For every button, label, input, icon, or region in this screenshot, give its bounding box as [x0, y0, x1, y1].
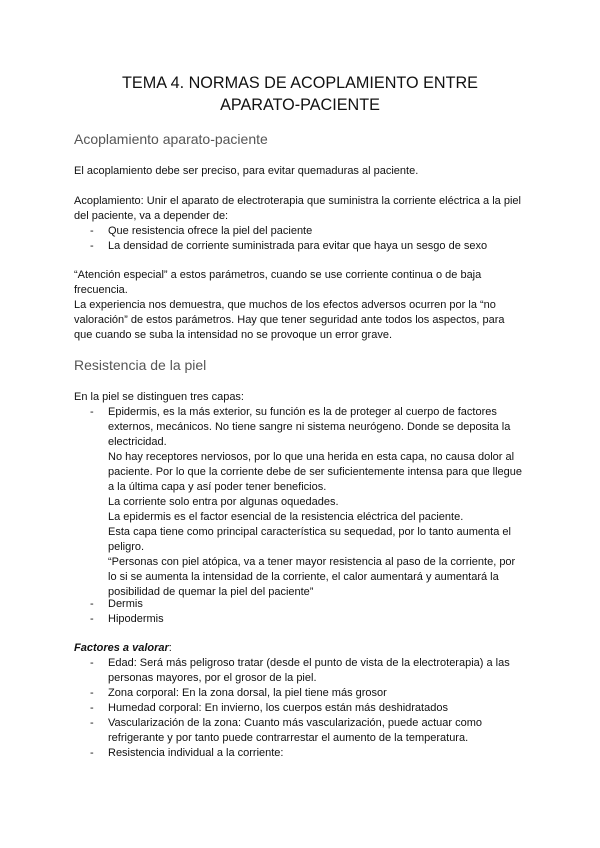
- epidermis-line: La corriente solo entra por algunas oquedades.: [108, 496, 339, 508]
- epidermis-line: Epidermis, es la más exterior, su función es la de proteger al cuerpo de factores: [108, 406, 497, 418]
- bullet-dash: -: [90, 613, 94, 625]
- bullet-dash: -: [90, 406, 94, 418]
- paragraph: valoración” de estos parámetros. Hay que tener seguridad ante todos los aspectos, para: [74, 314, 505, 326]
- title-line-1: TEMA 4. NORMAS DE ACOPLAMIENTO ENTRE: [122, 74, 478, 92]
- epidermis-line: paciente. Por lo que la corriente debe de ser suficientemente intensa para que llegue: [108, 466, 522, 478]
- list-item: personas mayores, por el grosor de la piel.: [108, 672, 317, 684]
- bullet-dash: -: [90, 687, 94, 699]
- epidermis-line: La epidermis es el factor esencial de la resistencia eléctrica del paciente.: [108, 511, 464, 523]
- epidermis-line: electricidad.: [108, 436, 167, 448]
- paragraph: frecuencia.: [74, 284, 128, 296]
- factores-heading: [74, 641, 534, 656]
- paragraph: Acoplamiento: Unir el aparato de electroterapia que suministra la corriente eléctrica a la piel: [74, 195, 521, 207]
- epidermis-line: Esta capa tiene como principal característica su sequedad, por lo tanto aumenta el: [108, 526, 511, 538]
- paragraph: El acoplamiento debe ser preciso, para evitar quemaduras al paciente.: [74, 165, 419, 177]
- list-item: Que resistencia ofrece la piel del paciente: [108, 225, 313, 237]
- paragraph: “Atención especial” a estos parámetros, cuando se use corriente continua o de baja: [74, 269, 482, 281]
- factores-colon: :: [168, 642, 172, 654]
- list-item: Edad: Será más peligroso tratar (desde el punto de vista de la electroterapia) a las: [108, 657, 510, 669]
- epidermis-line: a la última capa y así poder tener beneficios.: [108, 481, 327, 493]
- epidermis-line: posibilidad de quemar la piel del paciente”: [108, 586, 314, 598]
- title-line-2: APARATO-PACIENTE: [220, 96, 380, 114]
- list-item: Vascularización de la zona: Cuanto más vascularización, puede actuar como: [108, 717, 482, 729]
- bullet-dash: -: [90, 747, 94, 759]
- list-item: Humedad corporal: En invierno, los cuerpos están más deshidratados: [108, 702, 448, 714]
- list-item: Dermis: [108, 598, 143, 610]
- paragraph: La experiencia nos demuestra, que muchos de los efectos adversos ocurren por la “no: [74, 299, 496, 311]
- list-item: La densidad de corriente suministrada para evitar que haya un sesgo de sexo: [108, 240, 488, 252]
- bullet-dash: -: [90, 225, 94, 237]
- bullet-dash: -: [90, 657, 94, 669]
- paragraph: En la piel se distinguen tres capas:: [74, 391, 244, 403]
- bullet-dash: -: [90, 717, 94, 729]
- epidermis-line: No hay receptores nerviosos, por lo que una herida en esta capa, no causa dolor al: [108, 451, 515, 463]
- bullet-dash: -: [90, 598, 94, 610]
- paragraph: que cuando se suba la intensidad no se provoque un error grave.: [74, 329, 392, 341]
- list-item: refrigerante y por tanto puede contrarrestar el aumento de la temperatura.: [108, 732, 469, 744]
- section-heading-resistencia: Resistencia de la piel: [74, 357, 207, 373]
- section-heading-acoplamiento: Acoplamiento aparato-paciente: [74, 131, 268, 147]
- epidermis-line: lo si se aumenta la intensidad de la corriente, el calor aumentará y aumentará la: [108, 571, 499, 583]
- paragraph: del paciente, va a depender de:: [74, 210, 229, 222]
- list-item: Zona corporal: En la zona dorsal, la piel tiene más grosor: [108, 687, 387, 699]
- bullet-dash: -: [90, 702, 94, 714]
- list-item: Hipodermis: [108, 613, 164, 625]
- epidermis-line: externos, mecánicos. No tiene sangre ni sistema neurógeno. Donde se deposita la: [108, 421, 511, 433]
- epidermis-line: “Personas con piel atópica, va a tener mayor resistencia al paso de la corriente, por: [108, 556, 516, 568]
- document-title: [60, 72, 540, 116]
- factores-heading-text: Factores a valorar: [74, 642, 169, 654]
- epidermis-line: peligro.: [108, 541, 145, 553]
- bullet-dash: -: [90, 240, 94, 252]
- list-item: Resistencia individual a la corriente:: [108, 747, 284, 759]
